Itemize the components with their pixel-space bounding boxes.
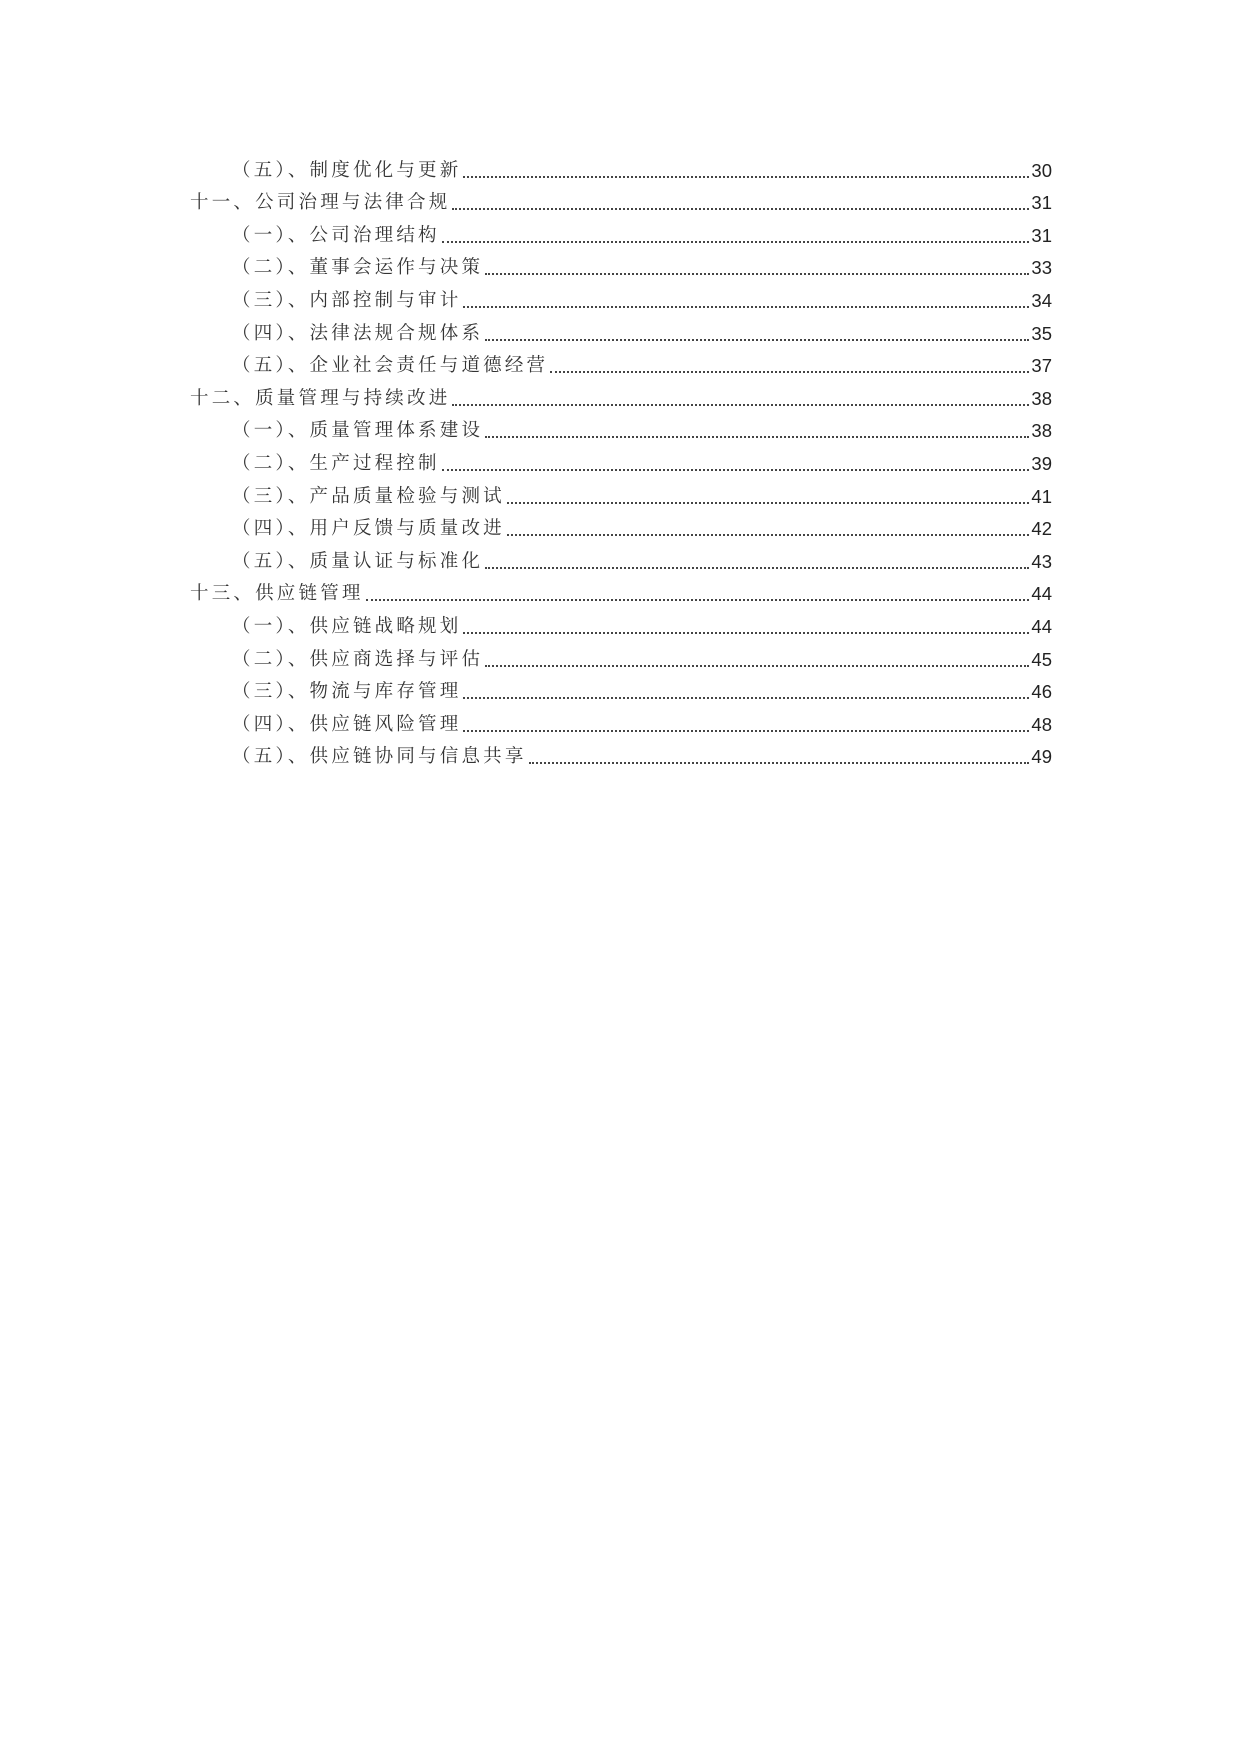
toc-page-number: 37 bbox=[1031, 355, 1052, 377]
toc-page-number: 44 bbox=[1031, 615, 1052, 637]
toc-dot-leader bbox=[529, 762, 1030, 764]
toc-entry-title: （五）、制度优化与更新 bbox=[232, 159, 462, 181]
toc-entry-title: （一）、质量管理体系建设 bbox=[232, 420, 484, 442]
toc-chapter-entry[interactable] bbox=[190, 185, 1052, 218]
toc-chapter-entry[interactable] bbox=[190, 576, 1052, 609]
toc-section-entry[interactable] bbox=[190, 739, 1052, 772]
toc-dot-leader bbox=[485, 273, 1029, 275]
toc-entry-title: （三）、产品质量检验与测试 bbox=[232, 485, 505, 507]
toc-entry-title: （一）、供应链战略规划 bbox=[232, 615, 462, 637]
toc-chapter-entry[interactable] bbox=[190, 380, 1052, 413]
toc-page-number: 31 bbox=[1031, 192, 1052, 214]
toc-dot-leader bbox=[463, 306, 1029, 308]
toc-entry-title: （四）、供应链风险管理 bbox=[232, 713, 462, 735]
toc-section-entry[interactable] bbox=[190, 152, 1052, 185]
toc-page-number: 35 bbox=[1031, 322, 1052, 344]
toc-page-number: 43 bbox=[1031, 550, 1052, 572]
toc-dot-leader bbox=[507, 502, 1030, 504]
toc-entry-title: （二）、生产过程控制 bbox=[232, 452, 440, 474]
toc-section-entry[interactable] bbox=[190, 217, 1052, 250]
toc-section-entry[interactable] bbox=[190, 608, 1052, 641]
toc-page-number: 38 bbox=[1031, 387, 1052, 409]
toc-entry-title: （五）、质量认证与标准化 bbox=[232, 550, 484, 572]
toc-entry-title: （四）、法律法规合规体系 bbox=[232, 322, 484, 344]
toc-section-entry[interactable] bbox=[190, 478, 1052, 511]
toc-entry-title: （三）、内部控制与审计 bbox=[232, 289, 462, 311]
toc-entry-title: （二）、董事会运作与决策 bbox=[232, 257, 484, 279]
toc-section-entry[interactable] bbox=[190, 348, 1052, 381]
toc-dot-leader bbox=[485, 567, 1029, 569]
toc-dot-leader bbox=[550, 371, 1029, 373]
toc-section-entry[interactable] bbox=[190, 674, 1052, 707]
toc-section-entry[interactable] bbox=[190, 413, 1052, 446]
toc-page-number: 46 bbox=[1031, 681, 1052, 703]
toc-section-entry[interactable] bbox=[190, 282, 1052, 315]
toc-entry-title: 十一、公司治理与法律合规 bbox=[190, 192, 451, 214]
toc-page-number: 48 bbox=[1031, 713, 1052, 735]
toc-entry-title: 十三、供应链管理 bbox=[190, 583, 364, 605]
toc-dot-leader bbox=[463, 176, 1029, 178]
toc-entry-title: （五）、企业社会责任与道德经营 bbox=[232, 355, 549, 377]
toc-dot-leader bbox=[366, 599, 1030, 601]
toc-dot-leader bbox=[485, 436, 1029, 438]
toc-section-entry[interactable] bbox=[190, 543, 1052, 576]
toc-entry-title: （二）、供应商选择与评估 bbox=[232, 648, 484, 670]
table-of-contents bbox=[190, 152, 1052, 771]
toc-dot-leader bbox=[485, 339, 1029, 341]
toc-section-entry[interactable] bbox=[190, 511, 1052, 544]
toc-page-number: 30 bbox=[1031, 159, 1052, 181]
toc-dot-leader bbox=[442, 469, 1030, 471]
toc-section-entry[interactable] bbox=[190, 706, 1052, 739]
toc-entry-title: （一）、公司治理结构 bbox=[232, 224, 440, 246]
toc-page-number: 42 bbox=[1031, 518, 1052, 540]
toc-section-entry[interactable] bbox=[190, 641, 1052, 674]
toc-section-entry[interactable] bbox=[190, 250, 1052, 283]
toc-dot-leader bbox=[463, 697, 1029, 699]
toc-page-number: 41 bbox=[1031, 485, 1052, 507]
toc-page-number: 49 bbox=[1031, 746, 1052, 768]
toc-section-entry[interactable] bbox=[190, 445, 1052, 478]
toc-page-number: 31 bbox=[1031, 224, 1052, 246]
toc-dot-leader bbox=[507, 534, 1030, 536]
toc-dot-leader bbox=[463, 730, 1029, 732]
toc-dot-leader bbox=[485, 665, 1029, 667]
toc-page-number: 38 bbox=[1031, 420, 1052, 442]
toc-entry-title: 十二、质量管理与持续改进 bbox=[190, 387, 451, 409]
toc-page-number: 33 bbox=[1031, 257, 1052, 279]
toc-entry-title: （三）、物流与库存管理 bbox=[232, 681, 462, 703]
toc-dot-leader bbox=[452, 404, 1029, 406]
toc-dot-leader bbox=[463, 632, 1029, 634]
toc-dot-leader bbox=[442, 241, 1030, 243]
toc-page-number: 45 bbox=[1031, 648, 1052, 670]
toc-page-number: 34 bbox=[1031, 289, 1052, 311]
toc-entry-title: （五）、供应链协同与信息共享 bbox=[232, 746, 527, 768]
toc-dot-leader bbox=[452, 208, 1029, 210]
toc-page-number: 44 bbox=[1031, 583, 1052, 605]
toc-entry-title: （四）、用户反馈与质量改进 bbox=[232, 518, 505, 540]
toc-page-number: 39 bbox=[1031, 452, 1052, 474]
toc-section-entry[interactable] bbox=[190, 315, 1052, 348]
